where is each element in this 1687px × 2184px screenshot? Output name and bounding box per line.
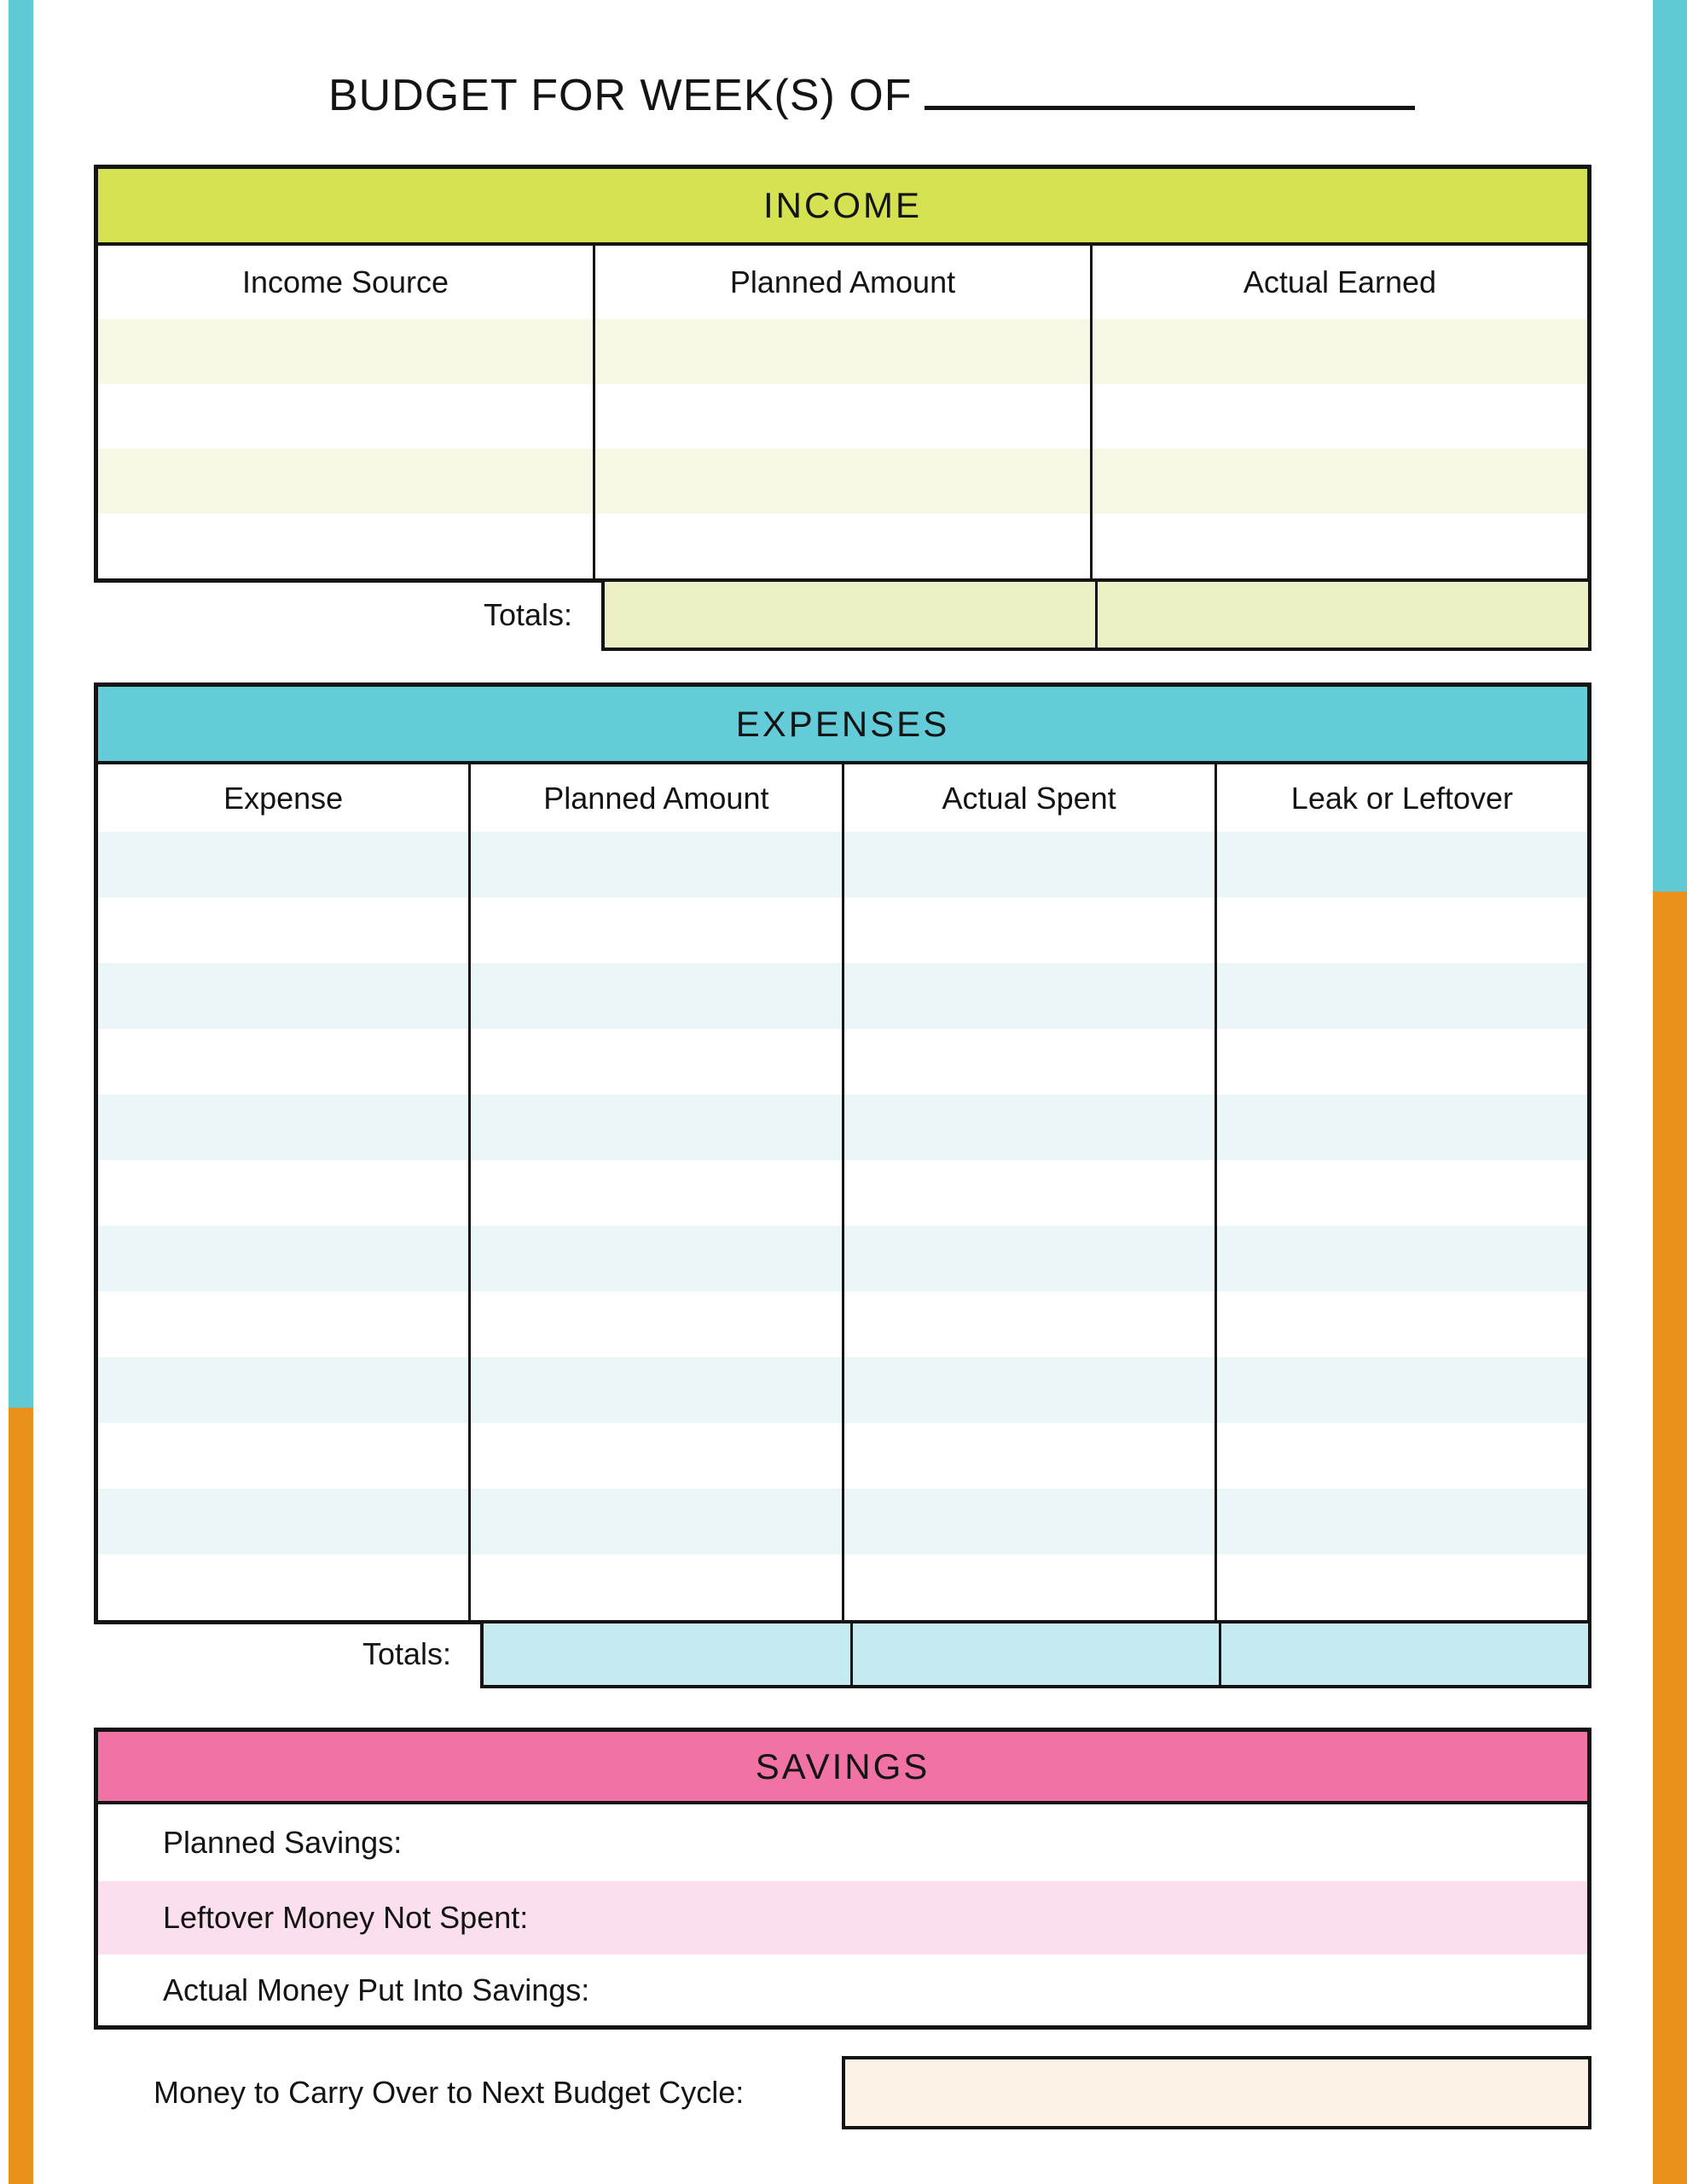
expenses-fill-in-cell[interactable] — [842, 1160, 1215, 1226]
expenses-column-header-row — [98, 764, 1587, 832]
expenses-fill-in-cell[interactable] — [842, 1423, 1215, 1489]
expenses-table — [94, 682, 1591, 1624]
income-totals-row — [94, 578, 1591, 651]
income-empty-row — [98, 319, 1587, 384]
expenses-fill-in-cell[interactable] — [468, 1095, 841, 1160]
expenses-fill-in-cell[interactable] — [1215, 897, 1587, 963]
expenses-fill-in-cell[interactable] — [842, 1357, 1215, 1423]
page-title — [328, 70, 1415, 121]
expenses-column-expense: Expense — [223, 780, 344, 816]
expenses-column-leak-or-leftover: Leak or Leftover — [1215, 764, 1587, 832]
expenses-fill-in-cell[interactable] — [98, 1029, 468, 1095]
expenses-fill-in-cell[interactable] — [98, 1423, 468, 1489]
expenses-fill-in-cell[interactable] — [468, 1029, 841, 1095]
expenses-totals-leftover-cell[interactable] — [1219, 1623, 1588, 1685]
expenses-empty-row — [98, 1357, 1587, 1423]
income-section-header: INCOME — [98, 169, 1587, 246]
expenses-fill-in-cell[interactable] — [468, 1226, 841, 1292]
income-totals-label: Totals: — [483, 596, 572, 632]
expenses-fill-in-cell[interactable] — [1215, 963, 1587, 1029]
income-fill-in-cell[interactable] — [593, 514, 1090, 578]
expenses-fill-in-cell[interactable] — [1215, 1029, 1587, 1095]
leftover-money-label: Leftover Money Not Spent: — [163, 1900, 529, 1935]
expenses-fill-in-cell[interactable] — [842, 1226, 1215, 1292]
expenses-fill-in-cell[interactable] — [1215, 1095, 1587, 1160]
expenses-totals-row — [94, 1620, 1591, 1688]
expenses-fill-in-cell[interactable] — [1215, 1489, 1587, 1554]
expenses-fill-in-cell[interactable] — [98, 897, 468, 963]
income-fill-in-cell[interactable] — [98, 514, 593, 578]
income-rows — [98, 319, 1587, 578]
income-empty-row — [98, 384, 1587, 449]
expenses-section — [94, 682, 1591, 1688]
expenses-fill-in-cell[interactable] — [98, 832, 468, 897]
expenses-fill-in-cell[interactable] — [842, 1095, 1215, 1160]
expenses-column-planned-amount: Planned Amount — [468, 764, 841, 832]
expenses-fill-in-cell[interactable] — [468, 1160, 841, 1226]
income-totals-planned-cell[interactable] — [605, 582, 1095, 648]
expenses-empty-row — [98, 897, 1587, 963]
expenses-fill-in-cell[interactable] — [842, 1489, 1215, 1554]
expenses-fill-in-cell[interactable] — [468, 897, 841, 963]
expenses-empty-row — [98, 1226, 1587, 1292]
savings-section-header: SAVINGS — [98, 1732, 1587, 1804]
expenses-fill-in-cell[interactable] — [98, 1554, 468, 1620]
expenses-fill-in-cell[interactable] — [1215, 1226, 1587, 1292]
income-fill-in-cell[interactable] — [1090, 319, 1587, 384]
expenses-fill-in-cell[interactable] — [1215, 1423, 1587, 1489]
expenses-fill-in-cell[interactable] — [98, 1160, 468, 1226]
carryover-amount-box[interactable] — [842, 2056, 1591, 2129]
expenses-empty-row — [98, 1029, 1587, 1095]
income-fill-in-cell[interactable] — [98, 384, 593, 449]
savings-row-actual[interactable] — [98, 1955, 1587, 2025]
page-title-text: BUDGET FOR WEEK(S) OF — [328, 71, 913, 120]
expenses-totals-cells — [480, 1620, 1591, 1688]
expenses-fill-in-cell[interactable] — [1215, 1292, 1587, 1357]
planned-savings-label: Planned Savings: — [163, 1825, 403, 1860]
expenses-empty-row — [98, 1160, 1587, 1226]
income-fill-in-cell[interactable] — [98, 319, 593, 384]
expenses-fill-in-cell[interactable] — [1215, 1160, 1587, 1226]
right-accent-strip — [1653, 0, 1687, 2184]
expenses-section-header: EXPENSES — [98, 687, 1587, 764]
income-column-income-source: Income Source — [241, 264, 449, 299]
expenses-fill-in-cell[interactable] — [1215, 1554, 1587, 1620]
expenses-fill-in-cell[interactable] — [468, 1423, 841, 1489]
left-accent-strip — [9, 0, 33, 2184]
income-fill-in-cell[interactable] — [1090, 449, 1587, 514]
expenses-fill-in-cell[interactable] — [842, 1554, 1215, 1620]
expenses-fill-in-cell[interactable] — [468, 1489, 841, 1554]
expenses-empty-row — [98, 1423, 1587, 1489]
income-totals-actual-cell[interactable] — [1095, 582, 1588, 648]
week-date-blank-line[interactable] — [925, 105, 1415, 110]
expenses-empty-row — [98, 1554, 1587, 1620]
expenses-fill-in-cell[interactable] — [842, 1292, 1215, 1357]
expenses-fill-in-cell[interactable] — [468, 1292, 841, 1357]
expenses-totals-planned-cell[interactable] — [484, 1623, 850, 1685]
expenses-totals-label: Totals: — [362, 1636, 451, 1671]
expenses-fill-in-cell[interactable] — [98, 1095, 468, 1160]
income-fill-in-cell[interactable] — [593, 319, 1090, 384]
expenses-rows — [98, 832, 1587, 1620]
savings-row-leftover[interactable] — [98, 1881, 1587, 1955]
income-empty-row — [98, 449, 1587, 514]
expenses-fill-in-cell[interactable] — [842, 1029, 1215, 1095]
actual-savings-label: Actual Money Put Into Savings: — [163, 1972, 590, 2007]
expenses-fill-in-cell[interactable] — [468, 1554, 841, 1620]
income-empty-row — [98, 514, 1587, 578]
income-fill-in-cell[interactable] — [1090, 384, 1587, 449]
income-column-header-row — [98, 246, 1587, 319]
expenses-fill-in-cell[interactable] — [98, 1226, 468, 1292]
expenses-totals-spent-cell[interactable] — [850, 1623, 1220, 1685]
expenses-empty-row — [98, 832, 1587, 897]
savings-section — [94, 1728, 1591, 2030]
expenses-empty-row — [98, 963, 1587, 1029]
expenses-fill-in-cell[interactable] — [98, 1489, 468, 1554]
expenses-fill-in-cell[interactable] — [1215, 1357, 1587, 1423]
expenses-fill-in-cell[interactable] — [98, 1357, 468, 1423]
income-fill-in-cell[interactable] — [98, 449, 593, 514]
income-column-actual-earned: Actual Earned — [1090, 246, 1587, 319]
expenses-empty-row — [98, 1292, 1587, 1357]
carryover-label: Money to Carry Over to Next Budget Cycle: — [154, 2075, 745, 2110]
income-column-planned-amount: Planned Amount — [593, 246, 1090, 319]
income-table — [94, 165, 1591, 583]
expenses-fill-in-cell[interactable] — [842, 832, 1215, 897]
expenses-fill-in-cell[interactable] — [1215, 832, 1587, 897]
expenses-fill-in-cell[interactable] — [98, 1292, 468, 1357]
income-fill-in-cell[interactable] — [593, 449, 1090, 514]
savings-row-planned[interactable] — [98, 1804, 1587, 1881]
expenses-fill-in-cell[interactable] — [468, 832, 841, 897]
expenses-fill-in-cell[interactable] — [842, 963, 1215, 1029]
income-fill-in-cell[interactable] — [1090, 514, 1587, 578]
expenses-fill-in-cell[interactable] — [468, 1357, 841, 1423]
carryover-row — [94, 2056, 1591, 2129]
expenses-fill-in-cell[interactable] — [842, 897, 1215, 963]
expenses-fill-in-cell[interactable] — [468, 963, 841, 1029]
expenses-fill-in-cell[interactable] — [98, 963, 468, 1029]
expenses-column-actual-spent: Actual Spent — [842, 764, 1215, 832]
expenses-empty-row — [98, 1489, 1587, 1554]
savings-table — [94, 1728, 1591, 2030]
income-totals-cells — [601, 578, 1591, 651]
expenses-empty-row — [98, 1095, 1587, 1160]
income-fill-in-cell[interactable] — [593, 384, 1090, 449]
income-section — [94, 165, 1591, 651]
